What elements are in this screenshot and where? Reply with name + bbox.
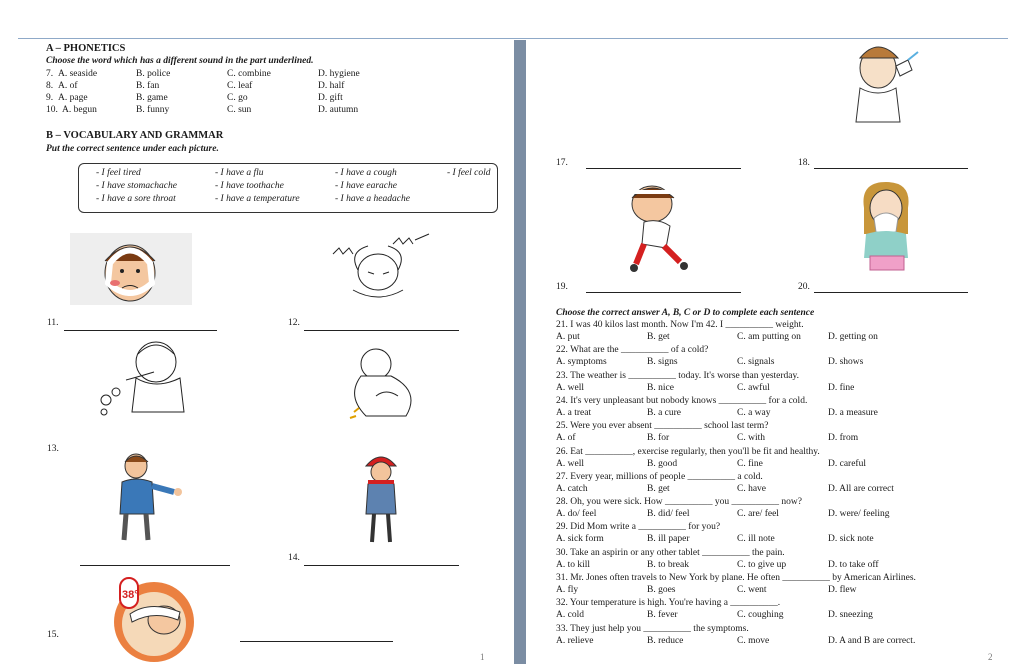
- answer-option-c[interactable]: C. signals: [737, 357, 775, 368]
- answer-option-a[interactable]: A. of: [556, 433, 576, 444]
- answer-option-a[interactable]: A. relieve: [556, 635, 594, 646]
- page-right: [526, 40, 1024, 664]
- temperature-picture: [100, 572, 202, 664]
- answer-option-a[interactable]: A. cold: [556, 610, 584, 621]
- label-12: 12.: [288, 318, 300, 328]
- headache-picture: [323, 232, 435, 304]
- page-left: A – PHONETICS Choose the word which has a different sound in the part underlined. 7. A. seaside B. police C. combine D. hygiene 8. A. of B. fan C. leaf D. half 9. A. page B. game C. go D. gift 10. A. begun B. funny C. sun D. autumn B – VOCABULARY AND GRAMMAR Put the correct sentence under each picture. - I feel tired - I have a flu - I have a cough - I feel cold - I have stomachache - I have toothache - I have earache - I have a sore throat - I have a temperature - I have a headache 11. 12. 13. 14. 38° 15. 1: [18, 40, 514, 664]
- sentence-box: [78, 163, 498, 213]
- answer-option-c[interactable]: C. am putting on: [737, 332, 801, 342]
- sore-throat-picture: [108, 452, 190, 544]
- answer-option-c[interactable]: C. to give up: [737, 559, 787, 570]
- answer-option-d[interactable]: D. from: [828, 433, 859, 444]
- answer-option-a[interactable]: A. sick form: [556, 534, 604, 545]
- answer-option-a[interactable]: A. fly: [556, 585, 579, 595]
- answer-option-d[interactable]: D. getting on: [828, 332, 878, 342]
- answer-option-a[interactable]: A. catch: [556, 483, 588, 494]
- label-19: 19.: [556, 282, 568, 292]
- answer-option-c[interactable]: C. awful: [737, 382, 770, 393]
- cough-picture: [96, 338, 192, 418]
- answer-option-d[interactable]: D. were/ feeling: [828, 509, 890, 520]
- answer-option-c[interactable]: C. are/ feel: [737, 509, 779, 520]
- label-11: 11.: [47, 318, 59, 328]
- page-number-right: 2: [988, 652, 993, 662]
- answer-option-c[interactable]: C. went: [737, 585, 767, 595]
- answer-option-a[interactable]: A. put: [556, 332, 580, 342]
- answer-option-a[interactable]: A. do/ feel: [556, 509, 597, 520]
- section-a-instruction: Choose the word which has a different sound in the part underlined.: [46, 56, 314, 66]
- question-text: 27. Every year, millions of people __________ a cold.: [556, 471, 763, 482]
- answer-option-d[interactable]: D. careful: [828, 458, 866, 469]
- label-14: 14.: [288, 553, 300, 563]
- box-item: - I have a cough: [335, 168, 397, 178]
- question-text: 25. Were you ever absent __________ school last term?: [556, 421, 769, 432]
- box-item: - I have a headache: [335, 194, 410, 204]
- answer-option-c[interactable]: C. with: [737, 433, 765, 444]
- label-18: 18.: [798, 158, 810, 168]
- answer-option-a[interactable]: A. to kill: [556, 559, 591, 570]
- question-text: 24. It's very unpleasant but nobody knows __________ for a cold.: [556, 395, 808, 406]
- answer-option-c[interactable]: C. coughing: [737, 610, 784, 621]
- answer-option-b[interactable]: B. reduce: [647, 635, 684, 646]
- question-text: 30. Take an aspirin or any other tablet __________ the pain.: [556, 547, 785, 558]
- answer-option-b[interactable]: B. to break: [647, 559, 689, 570]
- answer-option-d[interactable]: D. a measure: [828, 407, 878, 418]
- page-number-left: 1: [480, 652, 485, 662]
- box-item: - I have toothache: [215, 181, 284, 191]
- box-item: - I have a temperature: [215, 194, 300, 204]
- answer-option-d[interactable]: D. sneezing: [828, 610, 873, 621]
- answer-option-b[interactable]: B. a cure: [647, 407, 682, 418]
- label-17: 17.: [556, 158, 568, 168]
- answer-option-c[interactable]: C. ill note: [737, 534, 775, 545]
- answer-option-d[interactable]: D. fine: [828, 382, 855, 393]
- answer-option-d[interactable]: D. to take off: [828, 559, 879, 570]
- answer-line-17[interactable]: [586, 168, 741, 169]
- section-a-title: A – PHONETICS: [46, 43, 126, 54]
- answer-option-c[interactable]: C. fine: [737, 458, 763, 469]
- question-text: 23. The weather is __________ today. It's worse than yesterday.: [556, 370, 800, 381]
- stomachache-picture: [336, 346, 426, 422]
- answer-line-13[interactable]: [80, 565, 230, 566]
- question-text: 29. Did Mom write a __________ for you?: [556, 522, 721, 533]
- answer-option-d[interactable]: D. All are correct: [828, 483, 894, 494]
- answer-option-b[interactable]: B. nice: [647, 382, 674, 393]
- box-item: - I have earache: [335, 181, 397, 191]
- section-b-title: B – VOCABULARY AND GRAMMAR: [46, 130, 224, 141]
- answer-option-b[interactable]: B. get: [647, 483, 670, 494]
- thermometer-reading: 38°: [122, 589, 139, 601]
- answer-option-b[interactable]: B. signs: [647, 357, 678, 368]
- flu-picture: [838, 40, 928, 124]
- answer-option-a[interactable]: A. well: [556, 382, 584, 393]
- answer-line-18[interactable]: [814, 168, 968, 169]
- answer-option-b[interactable]: B. ill paper: [647, 534, 690, 545]
- answer-option-d[interactable]: D. sick note: [828, 534, 874, 545]
- question-text: 31. Mr. Jones often travels to New York by plane. He often __________ by American Airlines.: [556, 573, 916, 583]
- question-text: 28. Oh, you were sick. How __________ you __________ now?: [556, 497, 802, 508]
- feel-cold-picture: [356, 452, 406, 546]
- tired-picture: [618, 178, 700, 274]
- answer-line-12[interactable]: [304, 330, 459, 331]
- box-item: - I have stomachache: [96, 181, 177, 191]
- answer-option-b[interactable]: B. good: [647, 458, 678, 469]
- answer-option-b[interactable]: B. did/ feel: [647, 509, 690, 520]
- box-item: - I feel tired: [96, 168, 141, 178]
- answer-option-c[interactable]: C. a way: [737, 407, 771, 418]
- answer-option-b[interactable]: B. for: [647, 433, 670, 444]
- answer-option-a[interactable]: A. well: [556, 458, 584, 469]
- question-text: 32. Your temperature is high. You're having a __________.: [556, 598, 781, 609]
- box-item: - I feel cold: [447, 168, 491, 178]
- question-text: 33. They just help you __________ the symptoms.: [556, 623, 749, 634]
- answer-option-a[interactable]: A. a treat: [556, 407, 592, 418]
- box-item: - I have a flu: [215, 168, 264, 178]
- answer-option-c[interactable]: C. have: [737, 483, 767, 494]
- answer-line-11[interactable]: [64, 330, 217, 331]
- answer-option-c[interactable]: C. move: [737, 635, 770, 646]
- answer-line-15[interactable]: [240, 641, 393, 642]
- label-20: 20.: [798, 282, 810, 292]
- answer-option-a[interactable]: A. symptoms: [556, 357, 607, 368]
- question-text: 26. Eat __________, exercise regularly, then you'll be fit and healthy.: [556, 446, 820, 457]
- mc-instruction: Choose the correct answer A, B, C or D to complete each sentence: [556, 308, 815, 318]
- answer-option-b[interactable]: B. goes: [647, 585, 676, 595]
- box-item: - I have a sore throat: [96, 194, 176, 204]
- label-13: 13.: [47, 444, 59, 454]
- question-text: 21. I was 40 kilos last month. Now I'm 42. I __________ weight.: [556, 320, 804, 330]
- answer-option-d[interactable]: D. shows: [828, 357, 864, 368]
- answer-option-b[interactable]: B. fever: [647, 610, 678, 621]
- answer-line-19[interactable]: [586, 292, 741, 293]
- page-gutter: [514, 40, 526, 664]
- answer-option-d[interactable]: D. flew: [828, 585, 857, 595]
- sneeze-picture: [850, 178, 922, 272]
- top-border: [18, 38, 1008, 39]
- toothache-picture: [70, 233, 192, 305]
- question-text: 22. What are the __________ of a cold?: [556, 345, 709, 356]
- label-15: 15.: [47, 630, 59, 640]
- section-b-instruction: Put the correct sentence under each picture.: [46, 144, 219, 154]
- answer-option-b[interactable]: B. get: [647, 332, 670, 342]
- answer-option-d[interactable]: D. A and B are correct.: [828, 635, 916, 646]
- answer-line-20[interactable]: [814, 292, 968, 293]
- answer-line-14[interactable]: [304, 565, 459, 566]
